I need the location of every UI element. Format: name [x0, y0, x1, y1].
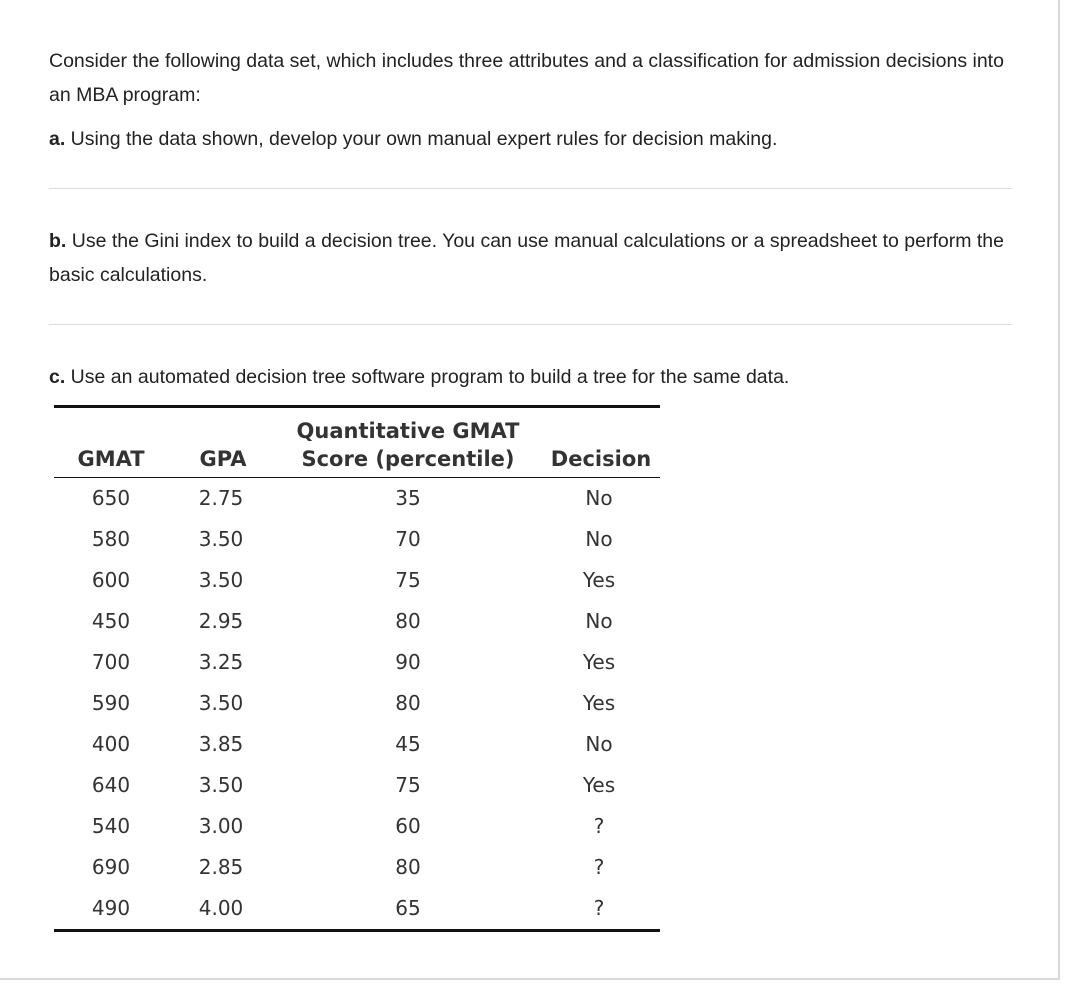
cell-gpa: 3.50 — [198, 527, 244, 551]
cell-gmat: 700 — [91, 650, 131, 674]
cell-qgmat: 90 — [395, 650, 421, 674]
cell-decision: ? — [593, 855, 605, 879]
cell-gpa: 3.50 — [198, 773, 244, 797]
cell-decision: No — [585, 527, 613, 551]
cell-qgmat: 80 — [395, 609, 421, 633]
table-row — [54, 888, 660, 929]
cell-gmat: 540 — [91, 814, 131, 838]
table-row — [54, 847, 660, 888]
cell-gmat: 690 — [91, 855, 131, 879]
cell-gmat: 600 — [91, 568, 131, 592]
cell-decision: No — [585, 732, 613, 756]
cell-gmat: 640 — [91, 773, 131, 797]
table-header — [54, 408, 660, 478]
header-quant-gmat — [288, 417, 528, 473]
cell-qgmat: 65 — [395, 896, 421, 920]
header-quant-gmat-line2: Score (percentile) — [301, 447, 515, 471]
cell-gmat: 650 — [91, 486, 131, 510]
table-row — [54, 478, 660, 519]
cell-gpa: 4.00 — [198, 896, 244, 920]
cell-decision: ? — [593, 896, 605, 920]
cell-gpa: 3.50 — [198, 568, 244, 592]
question-c — [49, 360, 1019, 394]
cell-qgmat: 75 — [395, 568, 421, 592]
table-row — [54, 601, 660, 642]
data-table — [54, 405, 660, 932]
table-row — [54, 642, 660, 683]
question-c-text: Use an automated decision tree software program to build a tree for the same data. — [65, 366, 790, 388]
question-b-label: b. — [49, 230, 67, 252]
cell-decision: No — [585, 486, 613, 510]
cell-qgmat: 75 — [395, 773, 421, 797]
table-row — [54, 806, 660, 847]
header-quant-gmat-line1: Quantitative GMAT — [296, 419, 520, 443]
cell-qgmat: 80 — [395, 855, 421, 879]
table-body — [54, 478, 660, 929]
header-decision: Decision — [550, 447, 652, 471]
question-b — [49, 224, 1019, 292]
cell-decision: Yes — [582, 691, 616, 715]
cell-gmat: 400 — [91, 732, 131, 756]
cell-gmat: 450 — [91, 609, 131, 633]
question-a — [49, 122, 1019, 156]
cell-gpa: 2.95 — [198, 609, 244, 633]
cell-gmat: 590 — [91, 691, 131, 715]
table-row — [54, 724, 660, 765]
question-c-label: c. — [49, 366, 66, 388]
cell-gpa: 3.50 — [198, 691, 244, 715]
cell-qgmat: 35 — [395, 486, 421, 510]
cell-qgmat: 80 — [395, 691, 421, 715]
cell-qgmat: 70 — [395, 527, 421, 551]
cell-decision: Yes — [582, 568, 616, 592]
header-gmat: GMAT — [77, 447, 145, 471]
table-bottom-rule — [54, 929, 660, 932]
cell-gpa: 2.85 — [198, 855, 244, 879]
table-row — [54, 765, 660, 806]
cell-decision: Yes — [582, 773, 616, 797]
question-a-label: a. — [49, 128, 66, 150]
cell-gpa: 3.25 — [198, 650, 244, 674]
divider — [49, 324, 1012, 325]
cell-decision: No — [585, 609, 613, 633]
table-row — [54, 560, 660, 601]
table-row — [54, 683, 660, 724]
cell-gpa: 3.85 — [198, 732, 244, 756]
cell-gmat: 580 — [91, 527, 131, 551]
cell-gpa: 2.75 — [198, 486, 244, 510]
question-a-text: Using the data shown, develop your own manual expert rules for decision making. — [65, 128, 778, 150]
cell-decision: ? — [593, 814, 605, 838]
question-b-text: Use the Gini index to build a decision tree. You can use manual calculations or a spreadsheet to perform the basic calculations. — [49, 230, 1004, 286]
cell-gpa: 3.00 — [198, 814, 244, 838]
intro-text: Consider the following data set, which includes three attributes and a classification for admission decisions into an MBA program: — [49, 50, 1004, 106]
cell-decision: Yes — [582, 650, 616, 674]
cell-qgmat: 60 — [395, 814, 421, 838]
cell-qgmat: 45 — [395, 732, 421, 756]
divider — [49, 188, 1012, 189]
header-gpa: GPA — [199, 447, 247, 471]
cell-gmat: 490 — [91, 896, 131, 920]
table-row — [54, 519, 660, 560]
